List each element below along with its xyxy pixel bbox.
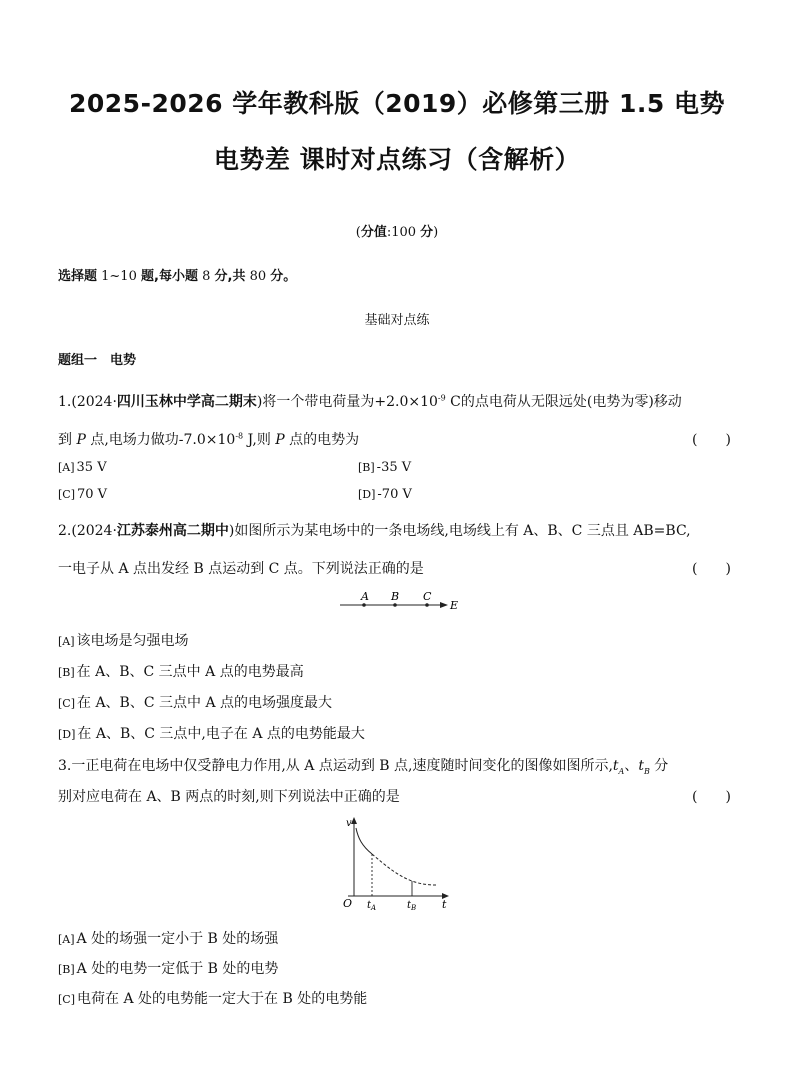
label-b: B bbox=[391, 590, 400, 603]
tb-label: $t_B$ bbox=[407, 900, 417, 912]
score-value: :100 bbox=[386, 225, 421, 240]
question-3-option-c[interactable]: [C] 电荷在 A 处的电势能一定大于在 B 处的电势能 bbox=[58, 991, 368, 1007]
document-title-line1: 2025-2026 学年教科版（2019）必修第三册 1.5 电势 bbox=[68, 89, 725, 118]
field-line-figure bbox=[336, 588, 466, 616]
question-2-option-b[interactable]: [B] 在 A、B、C 三点中 A 点的电势最高 bbox=[58, 664, 304, 680]
question-1-source: 四川玉林中学高二期末 bbox=[116, 394, 257, 410]
section-title: 基础对点练 bbox=[364, 313, 430, 328]
question-1-answer-blank[interactable]: ( ) bbox=[692, 432, 731, 448]
velocity-curve-solid bbox=[356, 828, 372, 854]
v-axis-arrow bbox=[351, 817, 357, 824]
group-title: 题组一 电势 bbox=[58, 353, 137, 368]
question-1-line2: 到 P 点,电场力做功$-7.0\times 10^{-8}$ J,则 P 点的电势为 bbox=[58, 431, 360, 448]
question-3-line1: 3.一正电荷在电场中仅受静电力作用,从 A 点运动到 B 点,速度随时间变化的图像如图所示$,t_A$、$t_B$ 分 bbox=[58, 758, 669, 776]
point-a bbox=[362, 603, 366, 607]
question-3-option-a[interactable]: [A] A 处的场强一定小于 B 处的场强 bbox=[58, 931, 279, 947]
question-1-option-c[interactable]: [C] 70 V bbox=[58, 487, 108, 502]
field-line-arrowhead bbox=[440, 602, 448, 608]
score-line: (分值:100 分) bbox=[355, 225, 439, 240]
question-2-option-c[interactable]: [C] 在 A、B、C 三点中 A 点的电场强度最大 bbox=[58, 695, 333, 711]
question-1-line1: 1.(2024·四川玉林中学高二期末)将一个带电荷量为$+2.0\times 10^{-9}$ C的点电荷从无限远处(电势为零)移动 bbox=[58, 393, 682, 410]
origin-label: O bbox=[343, 897, 353, 910]
instructions: 选择题 1~10 题,每小题 8 分,共 80 分。 bbox=[58, 269, 297, 284]
question-2-source: 江苏泰州高二期中 bbox=[116, 523, 229, 539]
question-2-line1: 2.(2024·江苏泰州高二期中)如图所示为某电场中的一条电场线,电场线上有 A、B、C 三点且 AB=BC, bbox=[58, 523, 691, 539]
question-2-answer-blank[interactable]: ( ) bbox=[692, 561, 731, 577]
score-label: 分值 bbox=[360, 225, 387, 240]
point-b bbox=[393, 603, 397, 607]
label-c: C bbox=[423, 590, 432, 603]
question-1-option-a[interactable]: [A] 35 V bbox=[58, 460, 107, 475]
velocity-time-graph bbox=[340, 814, 460, 914]
point-c bbox=[425, 603, 429, 607]
label-e: E bbox=[450, 599, 459, 612]
label-a: A bbox=[361, 590, 369, 603]
t-label: t bbox=[442, 898, 447, 911]
question-3-line2: 别对应电荷在 A、B 两点的时刻,则下列说法中正确的是 bbox=[58, 789, 400, 805]
velocity-curve-dashed bbox=[372, 854, 436, 885]
question-2-line2: 一电子从 A 点出发经 B 点运动到 C 点。下列说法正确的是 bbox=[58, 561, 424, 577]
ta-label: $t_A$ bbox=[367, 900, 377, 912]
question-3-option-b[interactable]: [B] A 处的电势一定低于 B 处的电势 bbox=[58, 961, 279, 977]
question-2-option-d[interactable]: [D] 在 A、B、C 三点中,电子在 A 点的电势能最大 bbox=[58, 726, 365, 742]
question-2-option-a[interactable]: [A] 该电场是匀强电场 bbox=[58, 633, 189, 649]
question-1-option-b[interactable]: [B] -35 V bbox=[358, 460, 412, 475]
document-title-line2: 电势差 课时对点练习（含解析） bbox=[213, 145, 581, 174]
question-3-answer-blank[interactable]: ( ) bbox=[692, 789, 731, 805]
question-1-option-d[interactable]: [D] -70 V bbox=[358, 487, 412, 502]
v-label: v bbox=[346, 818, 352, 829]
